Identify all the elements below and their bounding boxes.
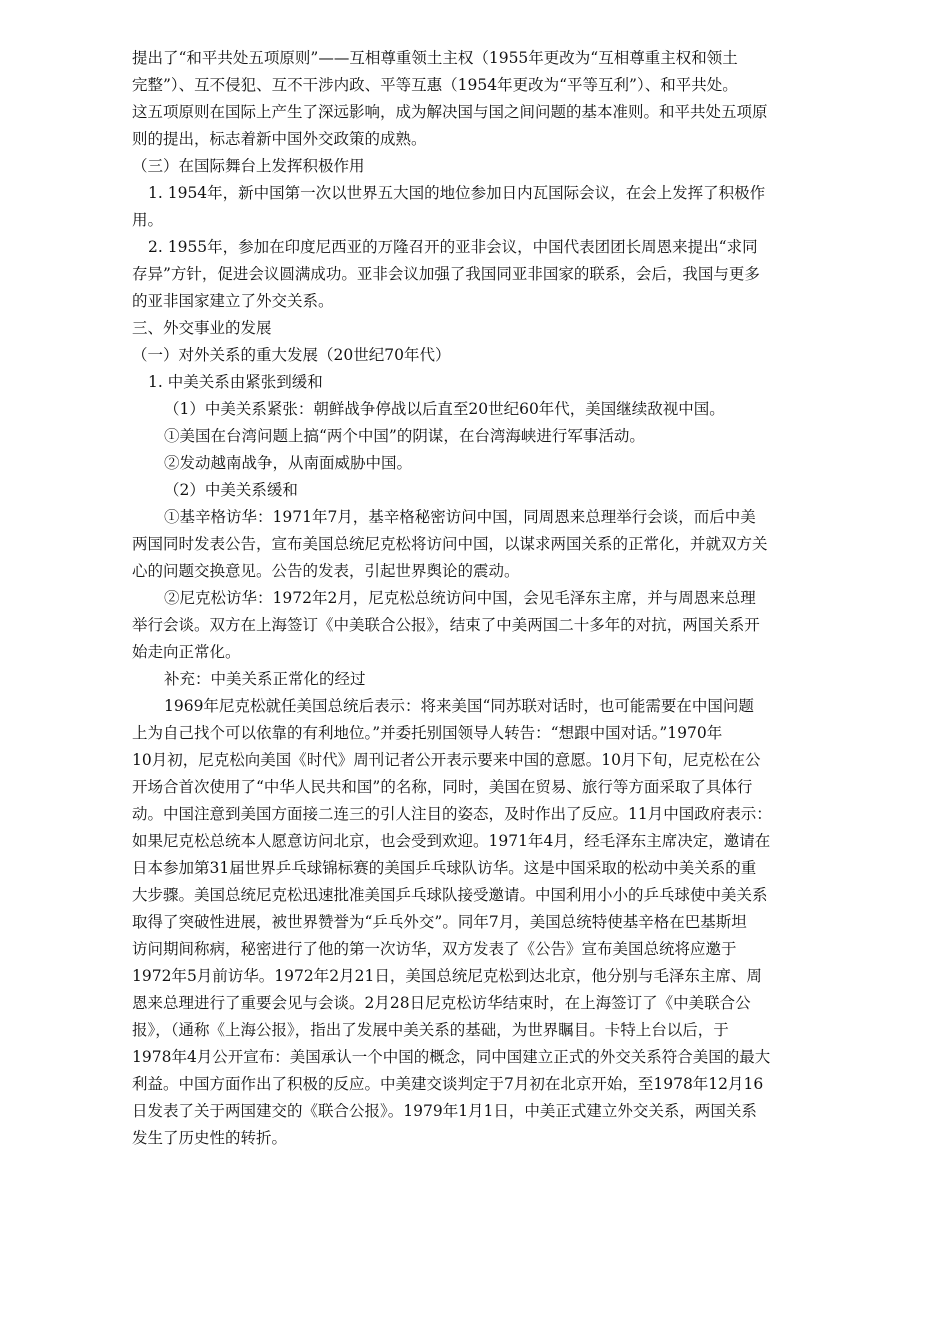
text-line: 10月初，尼克松向美国《时代》周刊记者公开表示要来中国的意愿。10月下旬，尼克松在公 bbox=[132, 751, 761, 769]
text-line: 心的问题交换意见。公告的发表，引起世界舆论的震动。 bbox=[132, 562, 520, 580]
text-line: 这五项原则在国际上产生了深远影响，成为解决国与国之间问题的基本准则。和平共处五项原 bbox=[132, 103, 768, 121]
text-line: 日发表了关于两国建交的《联合公报》。1979年1月1日，中美正式建立外交关系，两国关系 bbox=[132, 1102, 757, 1120]
text-line: 始走向正常化。 bbox=[132, 643, 241, 661]
sub-item: （1）中美关系紧张：朝鲜战争停战以后直至20世纪60年代，美国继续敌视中国。 bbox=[164, 400, 725, 418]
sub-item: ②发动越南战争，从南面威胁中国。 bbox=[164, 454, 413, 472]
text-line: 报》，（通称《上海公报》，指出了发展中美关系的基础，为世界瞩目。卡特上台以后，于 bbox=[132, 1021, 729, 1039]
text-line: 完整”）、互不侵犯、互不干涉内政、平等互惠（1954年更改为“平等互利”）、和平共处。 bbox=[132, 76, 738, 94]
text-line: 利益。中国方面作出了积极的反应。中美建交谈判定于7月初在北京开始，至1978年12月16 bbox=[132, 1075, 764, 1093]
text-line: 举行会谈。双方在上海签订《中美联合公报》，结束了中美两国二十多年的对抗，两国关系开 bbox=[132, 616, 760, 634]
sub-item: ②尼克松访华：1972年2月，尼克松总统访问中国，会见毛泽东主席，并与周恩来总理 bbox=[164, 589, 756, 607]
text-line: 的亚非国家建立了外交关系。 bbox=[132, 292, 334, 310]
section-heading: （一）对外关系的重大发展（20世纪70年代） bbox=[132, 346, 451, 364]
text-line: 提出了“和平共处五项原则”——互相尊重领土主权（1955年更改为“互相尊重主权和领土 bbox=[132, 49, 738, 67]
text-line: 动。中国注意到美国方面接二连三的引人注目的姿态，及时作出了反应。11月中国政府表示： bbox=[132, 805, 772, 823]
text-line: 存异”方针，促进会议圆满成功。亚非会议加强了我国同亚非国家的联系，会后，我国与更多 bbox=[132, 265, 760, 283]
text-line: 1978年4月公开宣布：美国承认一个中国的概念，同中国建立正式的外交关系符合美国的最大 bbox=[132, 1048, 771, 1066]
list-item: 1. 中美关系由紧张到缓和 bbox=[148, 373, 323, 391]
text-line: 1969年尼克松就任美国总统后表示：将来美国“同苏联对话时，也可能需要在中国问题 bbox=[164, 697, 754, 715]
section-heading: 三、外交事业的发展 bbox=[132, 319, 272, 337]
text-line: 大步骤。美国总统尼克松迅速批准美国乒乓球队接受邀请。中国利用小小的乒乓球使中美关系 bbox=[132, 886, 768, 904]
sub-item: ①基辛格访华：1971年7月，基辛格秘密访问中国，同周恩来总理举行会谈，而后中美 bbox=[164, 508, 756, 526]
sub-item: （2）中美关系缓和 bbox=[164, 481, 298, 499]
list-item: 2. 1955年，参加在印度尼西亚的万隆召开的亚非会议，中国代表团团长周恩来提出“求同 bbox=[148, 238, 758, 256]
sub-item: ①美国在台湾问题上搞“两个中国”的阴谋，在台湾海峡进行军事活动。 bbox=[164, 427, 645, 445]
text-line: 两国同时发表公告，宣布美国总统尼克松将访问中国，以谋求两国关系的正常化，并就双方关 bbox=[132, 535, 768, 553]
text-line: 上为自己找个可以依靠的有利地位。”并委托别国领导人转告：“想跟中国对话。”1970年 bbox=[132, 724, 723, 742]
text-line: 日本参加第31届世界乒乓球锦标赛的美国乒乓球队访华。这是中国采取的松动中美关系的重 bbox=[132, 859, 757, 877]
supplement-heading: 补充：中美关系正常化的经过 bbox=[164, 670, 366, 688]
text-line: 发生了历史性的转折。 bbox=[132, 1129, 288, 1147]
text-line: 开场合首次使用了“中华人民共和国”的名称，同时，美国在贸易、旅行等方面采取了具体行 bbox=[132, 778, 753, 796]
text-line: 如果尼克松总统本人愿意访问北京，也会受到欢迎。1971年4月，经毛泽东主席决定，邀请在 bbox=[132, 832, 771, 850]
list-item: 1. 1954年，新中国第一次以世界五大国的地位参加日内瓦国际会议，在会上发挥了积极作 bbox=[148, 184, 766, 202]
text-line: 则的提出，标志着新中国外交政策的成熟。 bbox=[132, 130, 427, 148]
text-line: 访问期间称病，秘密进行了他的第一次访华，双方发表了《公告》宣布美国总统将应邀于 bbox=[132, 940, 737, 958]
text-line: 恩来总理进行了重要会见与会谈。2月28日尼克松访华结束时，在上海签订了《中美联合公 bbox=[132, 994, 751, 1012]
section-heading: （三）在国际舞台上发挥积极作用 bbox=[132, 157, 365, 175]
text-line: 取得了突破性进展，被世界赞誉为“乒乓外交”。同年7月，美国总统特使基辛格在巴基斯坦 bbox=[132, 913, 747, 931]
text-line: 用。 bbox=[132, 211, 164, 229]
text-line: 1972年5月前访华。1972年2月21日，美国总统尼克松到达北京，他分别与毛泽东主席、周 bbox=[132, 967, 762, 985]
